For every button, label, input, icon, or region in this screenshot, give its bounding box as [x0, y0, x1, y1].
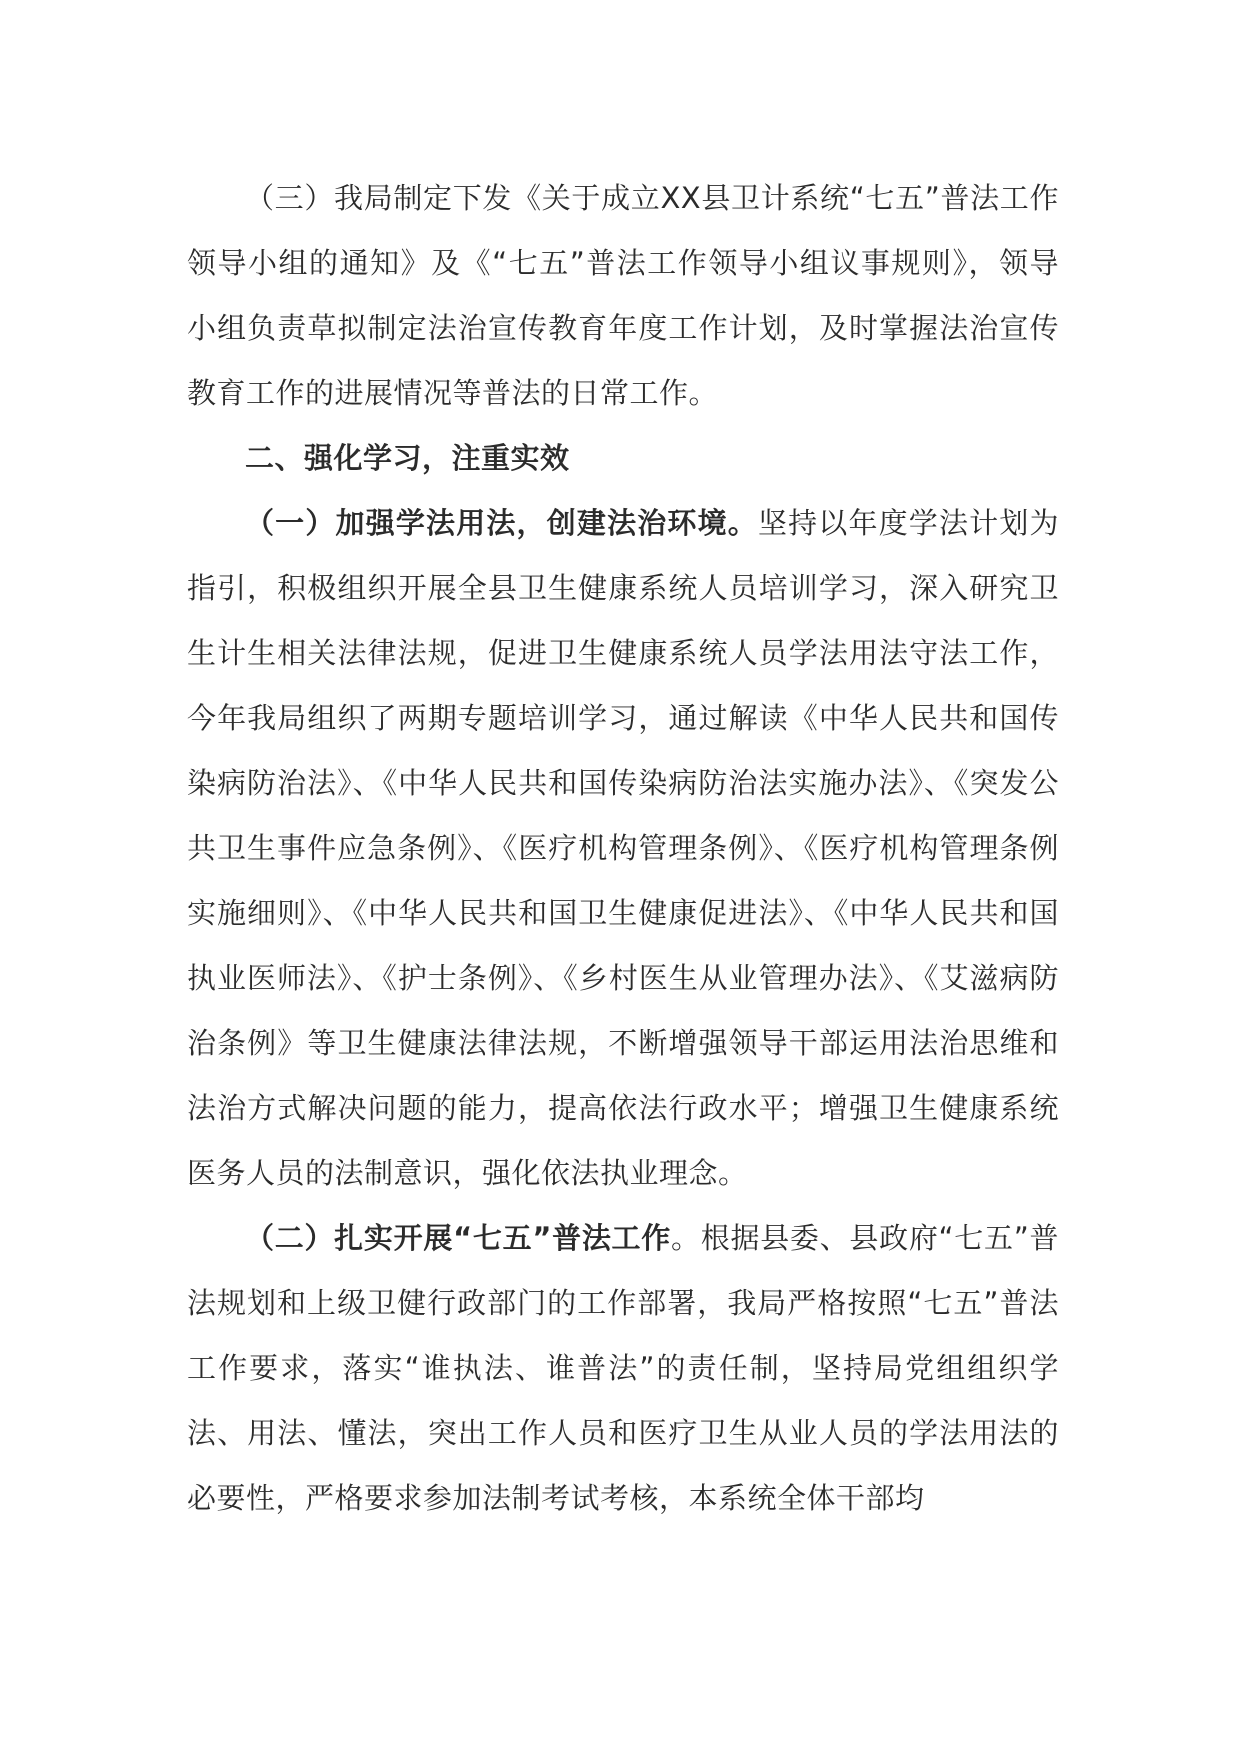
subsection-2-body: 。根据县委、县政府“七五”普法规划和上级卫健行政部门的工作部署，我局严格按照“七五”普法工作要求，落实“谁执法、谁普法”的责任制，坚持局党组组织学法、用法、懂法，突出工作人员和医疗卫生从业人员的学法用法的必要性，严格要求参加法制考试考核，本系统全体干部均 — [187, 1221, 1059, 1515]
document-body — [187, 166, 1059, 1531]
paragraph-item-3: （三）我局制定下发《关于成立XX县卫计系统“七五”普法工作领导小组的通知》及《“七五”普法工作领导小组议事规则》，领导小组负责草拟制定法治宣传教育年度工作计划，及时掌握法治宣传教育工作的进展情况等普法的日常工作。 — [187, 181, 1059, 410]
subsection-2-lead: （二）扎实开展“七五”普法工作 — [245, 1221, 672, 1255]
paragraph-subsection-1 — [187, 491, 1059, 1206]
paragraph-subsection-2 — [187, 1206, 1059, 1531]
section-heading-2: 二、强化学习，注重实效 — [245, 441, 570, 475]
subsection-1-lead: （一）加强学法用法，创建法治环境。 — [245, 506, 758, 540]
subsection-1-body: 坚持以年度学法计划为指引，积极组织开展全县卫生健康系统人员培训学习，深入研究卫生计生相关法律法规，促进卫生健康系统人员学法用法守法工作，今年我局组织了两期专题培训学习，通过解读《中华人民共和国传染病防治法》、《中华人民共和国传染病防治法实施办法》、《突发公共卫生事件应急条例》、《医疗机构管理条例》、《医疗机构管理条例实施细则》、《中华人民共和国卫生健康促进法》、《中华人民共和国执业医师法》、《护士条例》、《乡村医生从业管理办法》、《艾滋病防治条例》等卫生健康法律法规，不断增强领导干部运用法治思维和法治方式解决问题的能力，提高依法行政水平；增强卫生健康系统医务人员的法制意识，强化依法执业理念。 — [187, 506, 1059, 1190]
